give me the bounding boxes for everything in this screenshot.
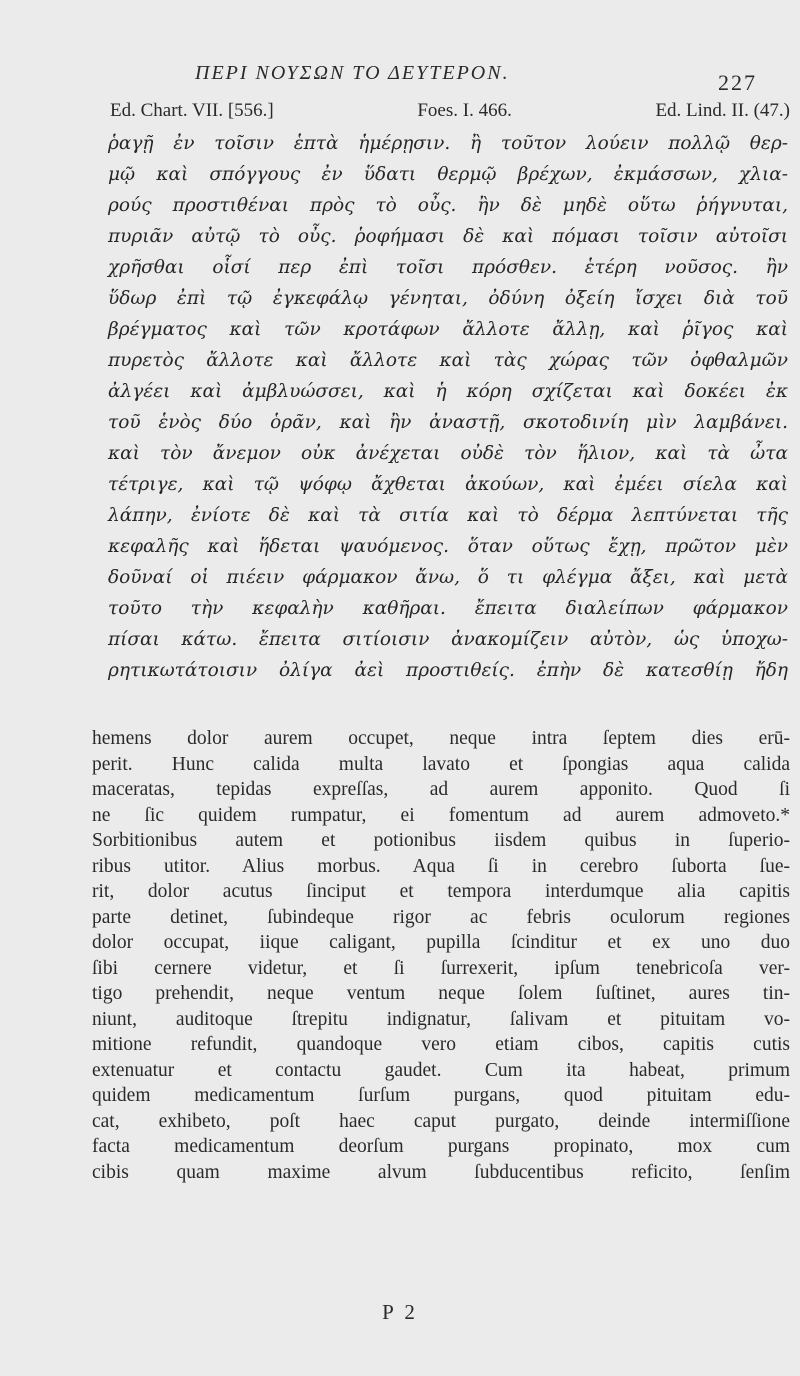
greek-line: καὶ τὸν ἄνεμον οὐκ ἀνέχεται οὐδὲ τὸν ἥλιον, καὶ τὰ ὦτα: [108, 443, 788, 464]
edition-lind: Ed. Lind. II. (47.): [655, 100, 790, 121]
edition-references: [110, 100, 790, 122]
latin-line: ſibi cernere videtur, et ſi ſurrexerit, ipſum tenebricoſa ver-: [92, 957, 790, 979]
greek-line: μῷ καὶ σπόγγους ἐν ὕδατι θερμῷ βρέχων, ἐκμάσσων, χλια-: [108, 164, 788, 185]
latin-line: mitione refundit, quandoque vero etiam cibos, capitis cutis: [92, 1034, 790, 1055]
greek-line: ῥαγῇ ἐν τοῖσιν ἑπτὰ ἡμέρῃσιν. ἢ τοῦτον λούειν πολλῷ θερ-: [108, 133, 788, 154]
latin-line: maceratas, tepidas expreſſas, ad aurem apponito. Quod ſi: [92, 779, 790, 800]
latin-line: dolor occupat, iique caligant, pupilla ſcinditur et ex uno duo: [92, 932, 790, 953]
greek-line: χρῆσθαι οἷσί περ ἐπὶ τοῖσι πρόσθεν. ἑτέρη νοῦσος. ἢν: [108, 257, 788, 278]
latin-line: niunt, auditoque ſtrepitu indignatur, ſalivam et pituitam vo-: [92, 1008, 790, 1030]
greek-line: πίσαι κάτω. ἔπειτα σιτίοισιν ἀνακομίζειν αὐτὸν, ὡς ὑποχω-: [108, 629, 788, 650]
latin-line: quidem medicamentum ſurſum purgans, quod pituitam edu-: [92, 1085, 790, 1106]
greek-line: πυριᾶν αὐτῷ τὸ οὖς. ῥοφήμασι δὲ καὶ πόμασι τοῖσιν αὐτοῖσι: [108, 226, 788, 247]
greek-line: λάπην, ἐνίοτε δὲ καὶ τὰ σιτία καὶ τὸ δέρμα λεπτύνεται τῆς: [108, 505, 788, 526]
greek-line: τοῦτο τὴν κεφαλὴν καθῆραι. ἔπειτα διαλείπων φάρμακον: [108, 598, 788, 619]
greek-line: κεφαλῆς καὶ ἥδεται ψαυόμενος. ὅταν οὕτως ἔχῃ, πρῶτον μὲν: [108, 536, 788, 557]
latin-line: perit. Hunc calida multa lavato et ſpongias aqua calida: [92, 753, 790, 775]
latin-line: rit, dolor acutus ſinciput et tempora interdumque alia capitis: [92, 881, 790, 902]
latin-text-block: [92, 726, 790, 1185]
latin-line: Sorbitionibus autem et potionibus iisdem quibus in ſuperio-: [92, 830, 790, 851]
greek-line: βρέγματος καὶ τῶν κροτάφων ἄλλοτε ἄλλῃ, καὶ ῥῖγος καὶ: [108, 319, 788, 340]
printer-signature: P 2: [382, 1300, 418, 1324]
page-number: 227: [718, 70, 757, 95]
latin-line: ne ſic quidem rumpatur, ei fomentum ad aurem admoveto.*: [92, 804, 790, 826]
latin-line: extenuatur et contactu gaudet. Cum ita habeat, primum: [92, 1059, 790, 1081]
latin-line: hemens dolor aurem occupet, neque intra ſeptem dies erū-: [92, 728, 790, 749]
edition-foes: Foes. I. 466.: [417, 100, 512, 121]
latin-line: parte detinet, ſubindeque rigor ac febris oculorum regiones: [92, 906, 790, 928]
greek-line: τέτριγε, καὶ τῷ ψόφῳ ἄχθεται ἀκούων, καὶ ἐμέει σίελα καὶ: [108, 474, 788, 495]
edition-chart: Ed. Chart. VII. [556.]: [110, 100, 274, 121]
latin-line: facta medicamentum deorſum purgans propinato, mox cum: [92, 1136, 790, 1157]
latin-line: ribus utitor. Alius morbus. Aqua ſi in cerebro ſuborta ſue-: [92, 855, 790, 877]
running-head: ΠΕΡΙ ΝΟΥΣΩΝ ΤΟ ΔΕΥΤΕΡΟΝ.: [195, 62, 510, 84]
greek-line: ἀλγέει καὶ ἀμβλυώσσει, καὶ ἡ κόρη σχίζεται καὶ δοκέει ἐκ: [108, 381, 788, 402]
latin-line: cat, exhibeto, poſt haec caput purgato, deinde intermiſſione: [92, 1110, 790, 1132]
greek-text-block: [108, 128, 788, 686]
greek-line: τοῦ ἑνὸς δύο ὁρᾶν, καὶ ἢν ἀναστῇ, σκοτοδινίη μὶν λαμβάνει.: [108, 412, 788, 433]
latin-line: cibis quam maxime alvum ſubducentibus reficito, ſenſim: [92, 1161, 790, 1183]
greek-line: ὕδωρ ἐπὶ τῷ ἐγκεφάλῳ γένηται, ὀδύνη ὀξείη ἴσχει διὰ τοῦ: [108, 288, 788, 309]
latin-line: tigo prehendit, neque ventum neque ſolem ſuſtinet, aures tin-: [92, 983, 790, 1004]
greek-line: ρούς προστιθέναι πρὸς τὸ οὖς. ἢν δὲ μηδὲ οὕτω ῥήγνυται,: [108, 195, 788, 216]
greek-line: ρητικωτάτοισιν ὀλίγα ἀεὶ προστιθείς. ἐπὴν δὲ κατεσθίῃ ἤδη: [108, 660, 788, 681]
greek-line: πυρετὸς ἄλλοτε καὶ ἄλλοτε καὶ τὰς χώρας τῶν ὀφθαλμῶν: [108, 350, 788, 371]
greek-line: δοῦναί οἱ πιέειν φάρμακον ἄνω, ὅ τι φλέγμα ἄξει, καὶ μετὰ: [108, 567, 788, 588]
